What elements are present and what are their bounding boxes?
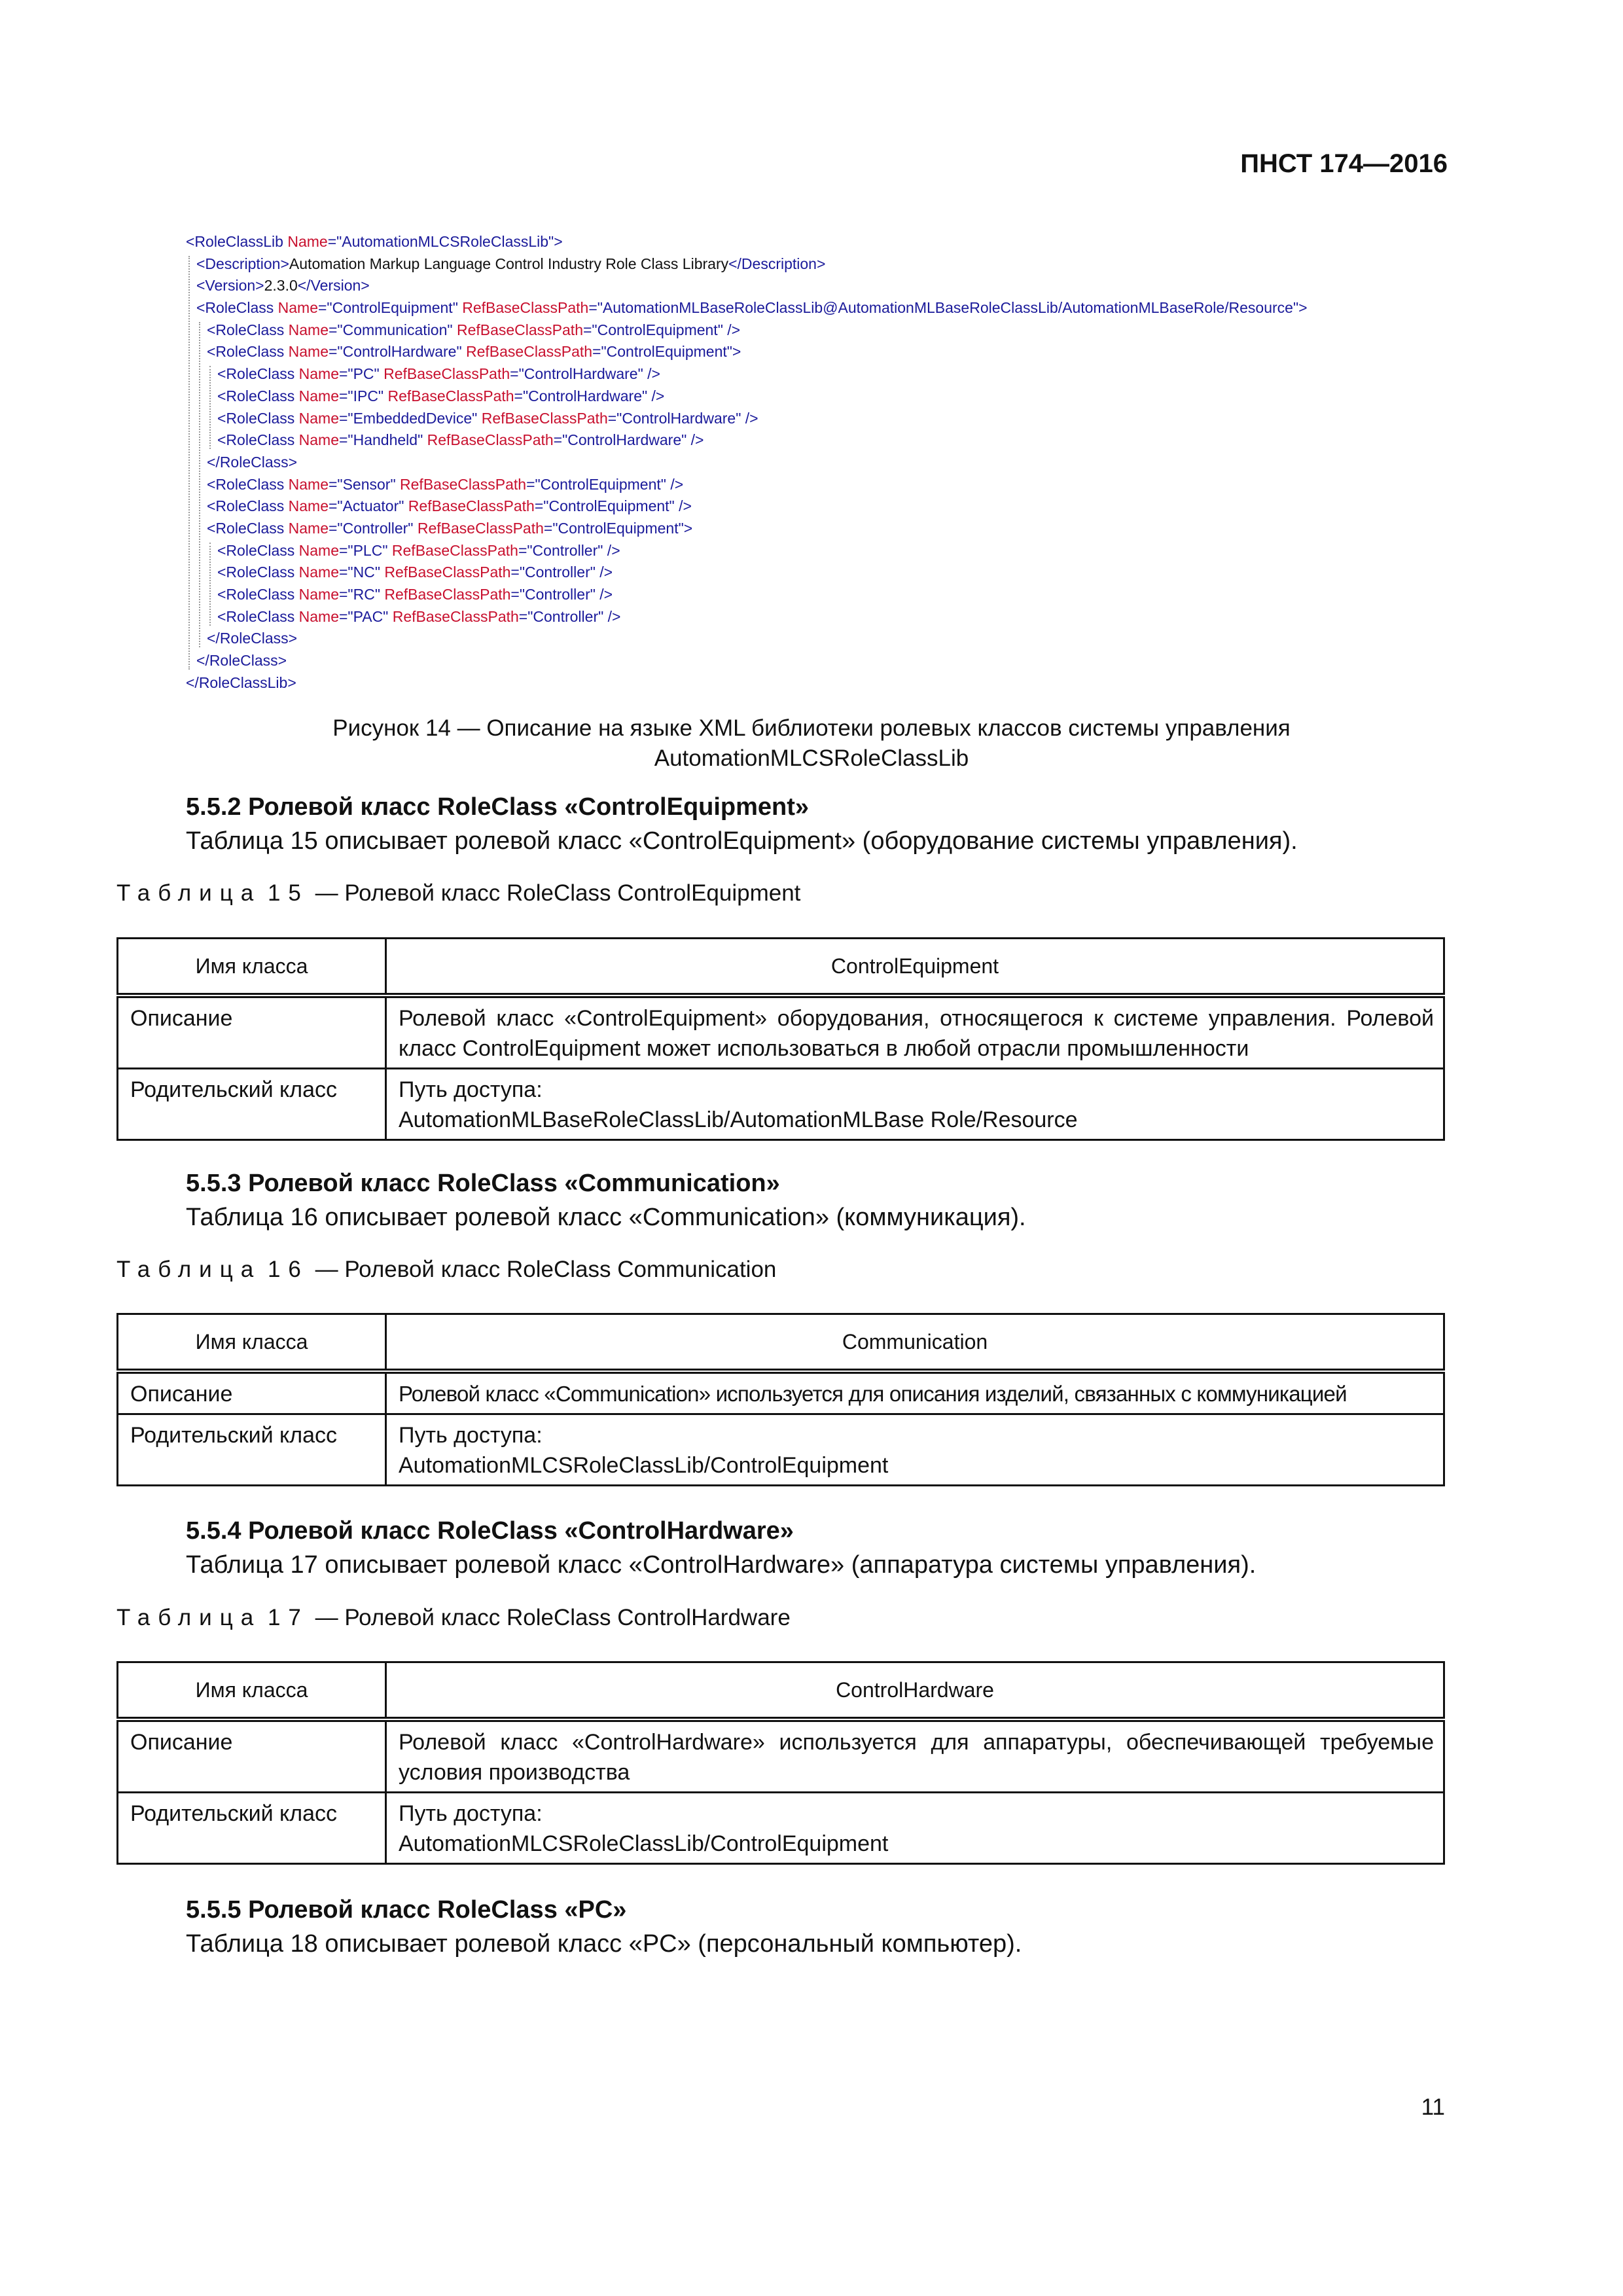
table-row (118, 1069, 1444, 1140)
table-15 (116, 937, 1445, 1141)
parent-class-value (386, 1414, 1444, 1486)
xml-line: <RoleClass Name="Controller" RefBaseClassPath="ControlEquipment"> (207, 519, 693, 537)
access-path-value: AutomationMLBaseRoleClassLib/AutomationMLBase Role/Resource (399, 1107, 1078, 1132)
xml-line: </RoleClass> (196, 652, 287, 670)
figure-caption-line-2: AutomationMLCSRoleClassLib (654, 745, 969, 771)
xml-indent-guide (209, 543, 211, 626)
table-row (118, 996, 1444, 1069)
xml-line: <RoleClass Name="ControlEquipment" RefBaseClassPath="AutomationMLBaseRoleClassLib@AutomationMLBaseRoleClassLib/AutomationMLBaseRole/Resource"> (196, 299, 1308, 317)
table-label: Таблица (116, 880, 262, 906)
section-heading-5-5-5: 5.5.5 Ролевой класс RoleClass «PC» (186, 1896, 627, 1924)
table-caption: — Ролевой класс RoleClass Communication (315, 1257, 777, 1282)
table-row (118, 1793, 1444, 1864)
xml-line: <RoleClass Name="Sensor" RefBaseClassPath="ControlEquipment" /> (207, 475, 684, 493)
parent-class-label: Родительский класс (118, 1069, 386, 1140)
table-row (118, 1414, 1444, 1486)
section-intro-5-5-3: Таблица 16 описывает ролевой класс «Communication» (коммуникация). (186, 1204, 1026, 1231)
xml-indent-guide (199, 322, 200, 648)
section-heading-5-5-2: 5.5.2 Ролевой класс RoleClass «ControlEquipment» (186, 793, 810, 821)
xml-line: </RoleClass> (207, 630, 298, 647)
xml-indent-guide (188, 256, 190, 670)
description-value: Ролевой класс «ControlEquipment» оборудования, относящегося к системе управления. Ролевой класс ControlEquipment может использоваться в любой отрасли промышленности (386, 996, 1444, 1069)
xml-line: <RoleClass Name="PC" RefBaseClassPath="ControlHardware" /> (217, 365, 660, 383)
parent-class-label: Родительский класс (118, 1793, 386, 1864)
xml-line: <RoleClass Name="PLC" RefBaseClassPath="Controller" /> (217, 541, 620, 559)
description-label: Описание (118, 996, 386, 1069)
access-path-value: AutomationMLCSRoleClassLib/ControlEquipment (399, 1831, 889, 1856)
xml-indent-guide (209, 366, 211, 449)
table-label: Таблица (116, 1257, 262, 1282)
table-row (118, 939, 1444, 996)
parent-class-value (386, 1793, 1444, 1864)
class-name-label: Имя класса (118, 939, 386, 996)
xml-line: </RoleClass> (207, 453, 298, 471)
class-name-value: Communication (386, 1314, 1444, 1372)
access-path-value: AutomationMLCSRoleClassLib/ControlEquipment (399, 1453, 889, 1478)
description-label: Описание (118, 1371, 386, 1414)
description-value: Ролевой класс «Communication» используется для описания изделий, связанных с коммуникацией (386, 1371, 1444, 1414)
table-16 (116, 1313, 1445, 1486)
table-number: 16 (267, 1257, 309, 1282)
table-row (118, 1662, 1444, 1720)
table-row (118, 1371, 1444, 1414)
access-path-label: Путь доступа: (399, 1077, 543, 1102)
table-row (118, 1314, 1444, 1372)
table-title-16 (116, 1257, 776, 1283)
table-caption: — Ролевой класс RoleClass ControlEquipment (315, 880, 801, 906)
parent-class-label: Родительский класс (118, 1414, 386, 1486)
figure-caption-line-1: Рисунок 14 — Описание на языке XML библиотеки ролевых классов системы управления (332, 715, 1291, 741)
parent-class-value (386, 1069, 1444, 1140)
access-path-label: Путь доступа: (399, 1423, 543, 1448)
access-path-label: Путь доступа: (399, 1801, 543, 1826)
xml-line: <RoleClass Name="Actuator" RefBaseClassPath="ControlEquipment" /> (207, 497, 692, 515)
xml-line: <Description>Automation Markup Language Control Industry Role Class Library</Description> (196, 255, 826, 272)
description-value: Ролевой класс «ControlHardware» используется для аппаратуры, обеспечивающей требуемые условия производства (386, 1719, 1444, 1793)
table-number: 17 (267, 1605, 309, 1630)
page-number: 11 (1421, 2094, 1445, 2120)
xml-line: <RoleClassLib Name="AutomationMLCSRoleClassLib"> (186, 233, 563, 250)
table-number: 15 (267, 880, 309, 906)
class-name-label: Имя класса (118, 1314, 386, 1372)
section-heading-5-5-4: 5.5.4 Ролевой класс RoleClass «ControlHardware» (186, 1517, 794, 1545)
xml-line: <RoleClass Name="Handheld" RefBaseClassPath="ControlHardware" /> (217, 431, 704, 449)
section-intro-5-5-4: Таблица 17 описывает ролевой класс «ControlHardware» (аппаратура системы управления). (186, 1551, 1257, 1579)
table-label: Таблица (116, 1605, 262, 1630)
xml-code-figure (186, 231, 1469, 694)
xml-line: </RoleClassLib> (186, 673, 296, 691)
description-label: Описание (118, 1719, 386, 1793)
table-caption: — Ролевой класс RoleClass ControlHardware (315, 1605, 791, 1630)
table-title-17 (116, 1605, 791, 1631)
table-row (118, 1719, 1444, 1793)
table-17 (116, 1661, 1445, 1865)
section-intro-5-5-5: Таблица 18 описывает ролевой класс «PC» (персональный компьютер). (186, 1930, 1022, 1958)
class-name-value: ControlEquipment (386, 939, 1444, 996)
xml-line: <Version>2.3.0</Version> (196, 277, 370, 295)
figure-caption (0, 713, 1623, 774)
xml-line: <RoleClass Name="RC" RefBaseClassPath="Controller" /> (217, 586, 613, 603)
section-heading-5-5-3: 5.5.3 Ролевой класс RoleClass «Communication» (186, 1170, 780, 1197)
table-title-15 (116, 880, 800, 906)
document-id: ПНСТ 174—2016 (1240, 149, 1448, 178)
section-intro-5-5-2: Таблица 15 описывает ролевой класс «ControlEquipment» (оборудование системы управления). (186, 827, 1298, 855)
xml-line: <RoleClass Name="PAC" RefBaseClassPath="Controller" /> (217, 607, 621, 625)
class-name-value: ControlHardware (386, 1662, 1444, 1720)
xml-line: <RoleClass Name="NC" RefBaseClassPath="Controller" /> (217, 564, 613, 581)
class-name-label: Имя класса (118, 1662, 386, 1720)
xml-line: <RoleClass Name="EmbeddedDevice" RefBaseClassPath="ControlHardware" /> (217, 409, 758, 427)
xml-line: <RoleClass Name="ControlHardware" RefBaseClassPath="ControlEquipment"> (207, 343, 741, 361)
xml-line: <RoleClass Name="Communication" RefBaseClassPath="ControlEquipment" /> (207, 321, 741, 338)
xml-line: <RoleClass Name="IPC" RefBaseClassPath="ControlHardware" /> (217, 387, 665, 404)
